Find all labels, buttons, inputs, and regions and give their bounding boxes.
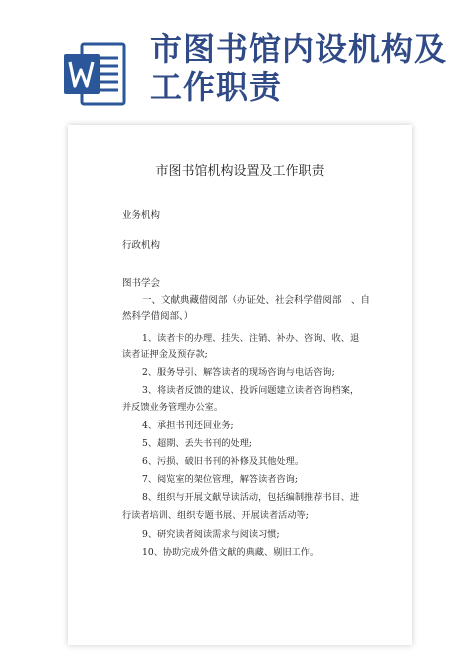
section-admin: 行政机构 [122,240,161,251]
list-item: 读者证押金及预存款; [122,349,208,360]
document-title: 市图书馆机构设置及工作职责 [155,164,325,179]
heading-1-line-2: 然科学借阅部、） [122,311,194,322]
list-item: 9、研究读者阅读需求与阅读习惯; [142,529,280,540]
list-item: 4、承担书刊还回业务; [142,420,234,431]
department-heading: 图书学会 [122,278,161,289]
word-document-icon [62,40,126,108]
list-item: 2、服务导引、解答读者的现场咨询与电话咨询; [142,367,335,378]
list-item: 1、读者卡的办理、挂失、注销、补办、咨询、收、退 [142,333,360,344]
list-item: 5、超期、丢失书刊的处理; [142,438,253,449]
list-item: 并反馈业务管理办公室。 [122,402,224,413]
list-item: 3、将读者反馈的建议、投诉问题建立读者咨询档案， [142,385,360,396]
heading-1-line-1: 一、文献典藏借阅部（办证处、社会科学借阅部 、自 [142,295,371,306]
section-business: 业务机构 [122,210,161,221]
page-title: 市图书馆内设机构及工作职责 [150,30,448,106]
list-item: 行读者培训、组织专题书展、开展读者活动等; [122,510,309,521]
list-item: 6、污损、破旧书刊的补修及其他处理。 [142,456,305,467]
document-page [68,125,412,645]
list-item: 7、阅览室的架位管理，解答读者咨询; [142,474,298,485]
list-item: 10、协助完成外借文献的典藏、剔旧工作。 [142,547,320,558]
list-item: 8、组织与开展文献导读活动，包括编制推荐书目、进 [142,492,360,503]
